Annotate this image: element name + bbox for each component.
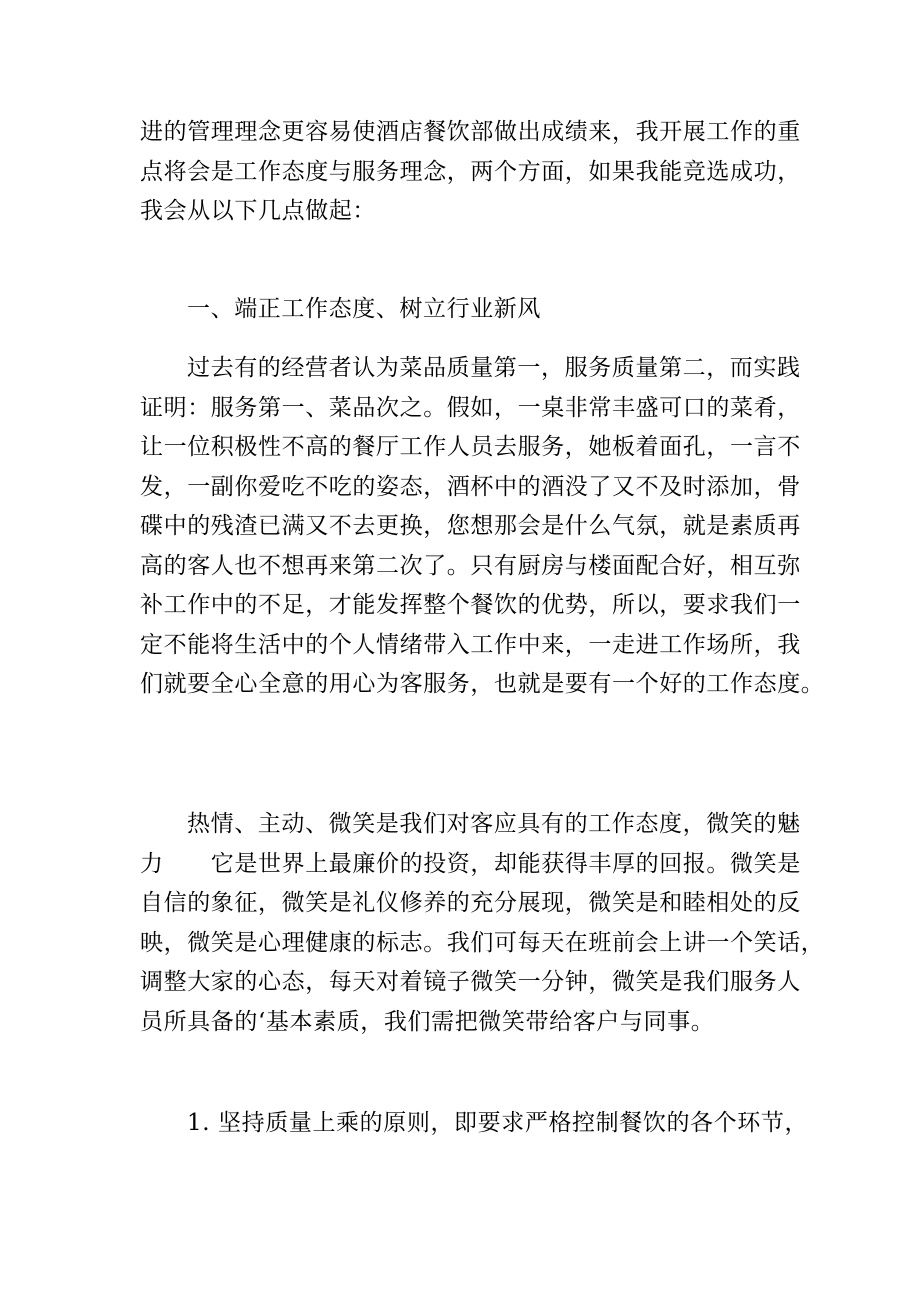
paragraph-line: 碟中的残渣已满又不去更换，您想那会是什么气氛，就是素质再 bbox=[140, 513, 801, 539]
section-heading bbox=[140, 290, 800, 330]
paragraph-line: 补工作中的不足，才能发挥整个餐饮的优势，所以，要求我们一 bbox=[140, 592, 801, 618]
paragraph-line: 进的管理理念更容易使酒店餐饮部做出成绩来，我开展工作的重 bbox=[140, 119, 801, 145]
heading-line: 一、端正工作态度、树立行业新风 bbox=[187, 296, 541, 322]
paragraph-line: 证明：服务第一、菜品次之。假如，一桌非常丰盛可口的菜肴， bbox=[140, 394, 801, 421]
paragraph-line: 们就要全心全意的用心为客服务，也就是要有一个好的工作态度。 bbox=[140, 671, 825, 697]
paragraph-line: 发，一副你爱吃不吃的姿态，酒杯中的酒没了又不及时添加，骨 bbox=[140, 473, 801, 500]
paragraph-line: 点将会是工作态度与服务理念，两个方面，如果我能竞选成功， bbox=[140, 158, 801, 185]
paragraph-intro-continued bbox=[140, 113, 800, 232]
paragraph-line: 调整大家的心态，每天对着镜子微笑一分钟，微笑是我们服务人 bbox=[140, 969, 801, 995]
paragraph-smile bbox=[140, 805, 825, 1042]
paragraph-line: 高的客人也不想再来第二次了。只有厨房与楼面配合好，相互弥 bbox=[140, 552, 801, 579]
paragraph-line: 过去有的经营者认为菜品质量第一，服务质量第二，而实践 bbox=[187, 355, 801, 381]
paragraph-line: 我会从以下几点做起： bbox=[140, 198, 376, 224]
paragraph-line: 定不能将生活中的个人情绪带入工作中来，一走进工作场所，我 bbox=[140, 631, 801, 658]
paragraph-work-attitude bbox=[140, 349, 825, 705]
numbered-item bbox=[140, 1104, 809, 1144]
numbered-item-line: 1. 坚持质量上乘的原则，即要求严格控制餐饮的各个环节， bbox=[187, 1110, 809, 1136]
paragraph-line: 映，微笑是心理健康的标志。我们可每天在班前会上讲一个笑话， bbox=[140, 929, 825, 956]
paragraph-line: 自信的象征，微笑是礼仪修养的充分展现，微笑是和睦相处的反 bbox=[140, 890, 801, 916]
paragraph-line: 员所具备的‘基本素质，我们需把微笑带给客户与同事。 bbox=[140, 1008, 715, 1035]
paragraph-line: 力 它是世界上最廉价的投资，却能获得丰厚的回报。微笑是 bbox=[140, 850, 801, 877]
paragraph-line: 让一位积极性不高的餐厅工作人员去服务，她板着面孔，一言不 bbox=[140, 434, 801, 460]
paragraph-line: 热情、主动、微笑是我们对客应具有的工作态度，微笑的魅 bbox=[187, 811, 801, 837]
